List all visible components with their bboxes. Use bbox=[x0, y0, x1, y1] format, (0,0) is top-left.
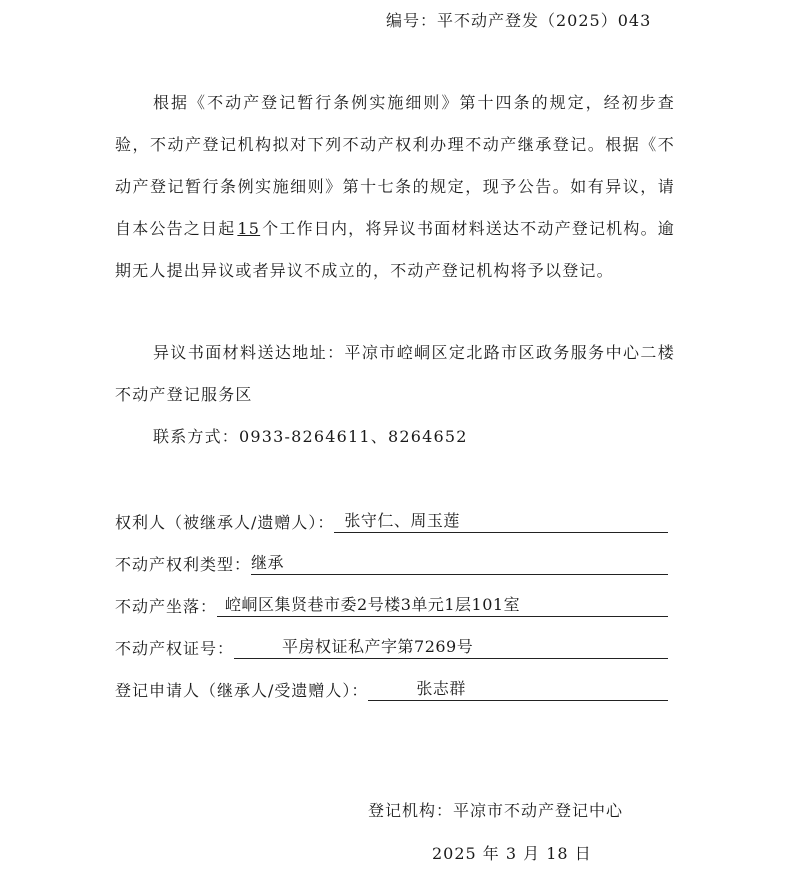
rights-holder-row bbox=[115, 507, 668, 533]
location-row bbox=[115, 591, 668, 617]
applicant-row bbox=[115, 675, 668, 701]
objection-address: 异议书面材料送达地址：平凉市崆峒区定北路市区政务服务中心二楼不动产登记服务区 bbox=[115, 343, 675, 404]
certificate-label: 不动产权证号： bbox=[115, 639, 235, 658]
notice-paragraph bbox=[115, 82, 675, 292]
notice-date: 2025 年 3 月 18 日 bbox=[432, 844, 592, 863]
applicant-label: 登记申请人（继承人/受遗赠人）： bbox=[115, 681, 369, 700]
registration-organization: 登记机构：平凉市不动产登记中心 bbox=[368, 801, 624, 820]
certificate-row bbox=[115, 633, 668, 659]
rights-holder-value: 张守仁、周玉莲 bbox=[334, 511, 668, 533]
right-type-value: 继承 bbox=[251, 553, 668, 575]
document-number: 编号：平不动产登发（2025）043 bbox=[386, 11, 652, 30]
applicant-value: 张志群 bbox=[368, 679, 668, 701]
certificate-value: 平房权证私产字第7269号 bbox=[234, 637, 668, 659]
notice-text-before: 根据《不动产登记暂行条例实施细则》第十四条的规定，经初步查验，不动产登记机构拟对下列不动产权利办理不动产继承登记。根据《不动产登记暂行条例实施细则》第十七条的规定，现予公告。如有异议，请自本公告之日起 bbox=[115, 93, 675, 238]
notice-text-after: 个工作日内，将异议书面材料送达不动产登记机构。逾期无人提出异议或者异议不成立的，不动产登记机构将予以登记。 bbox=[115, 219, 675, 280]
rights-holder-label: 权利人（被继承人/遗赠人）： bbox=[115, 513, 335, 532]
objection-days: 15 bbox=[237, 219, 261, 238]
location-value: 崆峒区集贤巷市委2号楼3单元1层101室 bbox=[217, 595, 668, 617]
location-label: 不动产坐落： bbox=[115, 597, 218, 616]
contact-info: 联系方式：0933-8264611、8264652 bbox=[153, 427, 468, 446]
right-type-label: 不动产权利类型： bbox=[115, 555, 252, 574]
right-type-row bbox=[115, 549, 668, 575]
